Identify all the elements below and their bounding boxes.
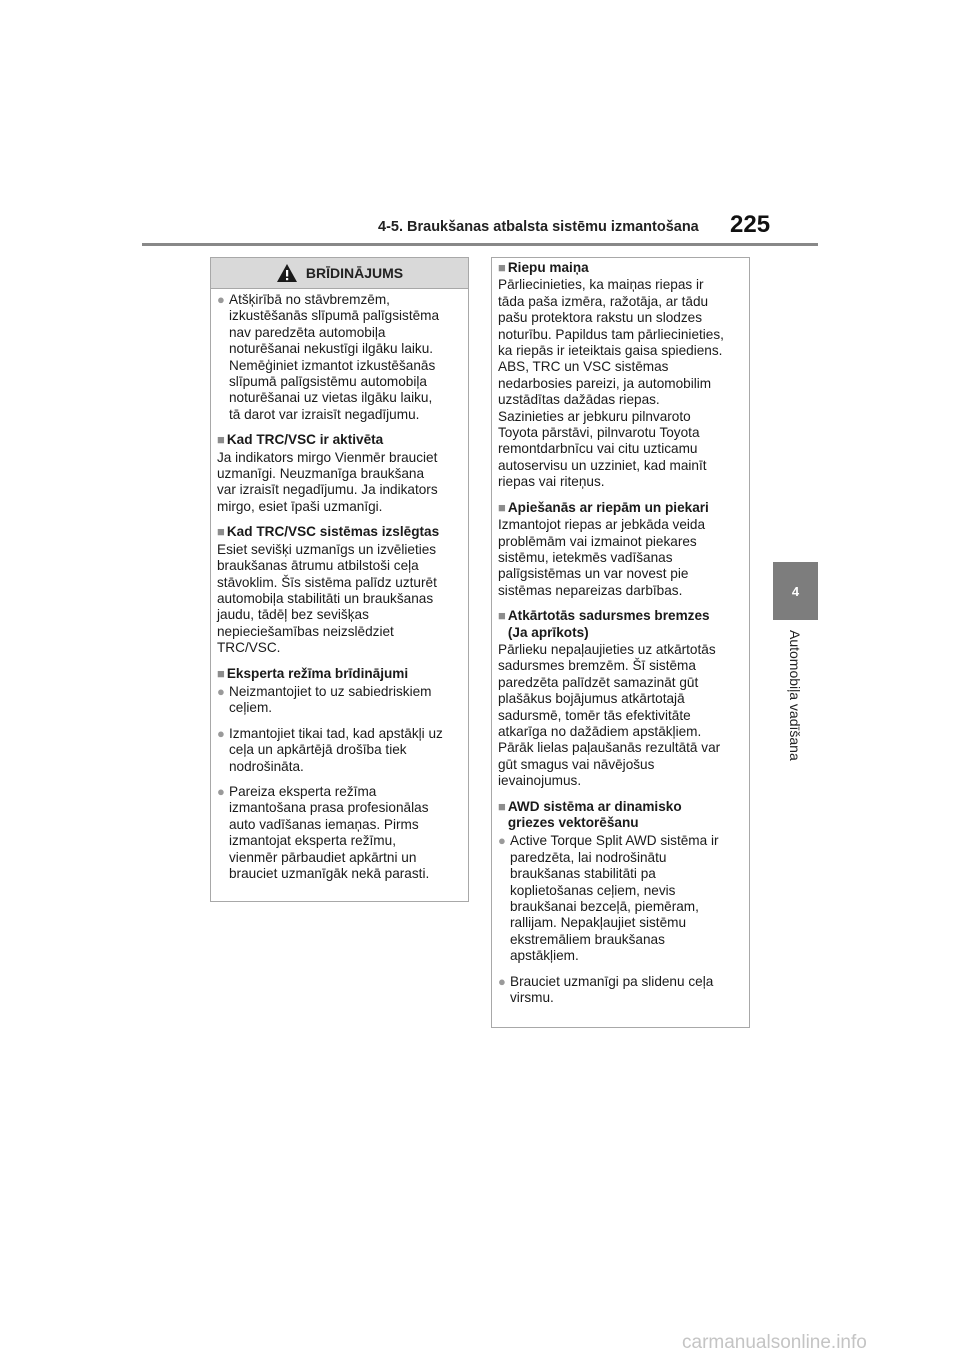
text-line: var izraisīt negadījumu. Ja indikators <box>217 482 438 498</box>
text-line: Izmantojot riepas ar jebkāda veida <box>498 517 706 533</box>
text-line: paredzēta palīdzēt samazināt gūt <box>498 674 699 690</box>
text-line: nepieciešamības neizslēdziet <box>217 623 394 639</box>
text-line: Esiet sevišķi uzmanīgs un izvēlieties <box>217 541 437 557</box>
chapter-tab-label: Automobiļa vadīšana <box>787 630 803 761</box>
expert-bullet-1 <box>217 684 463 717</box>
text-line: ABS, TRC un VSC sistēmas <box>498 359 669 375</box>
text-line: paredzēta, lai nodrošinātu <box>510 849 667 865</box>
text-line: nodrošināta. <box>229 758 304 774</box>
text-line: tā darot var izraisīt negadījumu. <box>229 406 420 422</box>
text-line: izmantojat eksperta režīmu, <box>229 833 396 849</box>
text-line: braukšanas stabilitāti pa <box>510 866 656 882</box>
text-line: nav paredzēta automobiļa <box>229 324 386 340</box>
text-line: Izmantojiet tikai tad, kad apstākļi uz <box>229 725 443 741</box>
text-line: ka riepās ir ieteiktais gaisa spiediens. <box>498 343 723 359</box>
text-line: pašu protektora rakstu un slodzes <box>498 310 703 326</box>
text-line: Pārlieku nepaļaujieties uz atkārtotās <box>498 641 716 657</box>
paragraph-secondary-collision-brake <box>498 642 744 790</box>
text-line: Neizmantojiet to uz sabiedriskiem <box>229 683 432 699</box>
heading-trc-off <box>217 524 463 540</box>
warning-title: BRĪDINĀJUMS <box>305 265 404 281</box>
warning-box-continued <box>491 257 750 1028</box>
text-line: plašākus bojājumus atkārtotajā <box>498 691 685 707</box>
heading-tire-change <box>498 260 744 276</box>
paragraph-tire-change <box>498 277 744 490</box>
text-line: sadursmes bremzēm. Šī sistēma <box>498 658 696 674</box>
header-rule <box>142 243 818 246</box>
text-line: palīgsistēmas un var novest pie <box>498 566 689 582</box>
text-line: jaudu, tādēļ bez sevišķas <box>217 607 369 623</box>
expert-bullet-2 <box>217 726 463 775</box>
text-line: ceļa un apkārtējā drošība tiek <box>229 742 407 758</box>
text-line: Toyota pārstāvi, pilnvarotu Toyota <box>498 425 700 441</box>
text-line: koplietošanas ceļiem, nevis <box>510 882 676 898</box>
square-bullet-icon: ■ <box>498 798 506 814</box>
text-line: uzmanīgi. Neuzmanīga braukšana <box>217 466 425 482</box>
text-line: remontdarbnīcu vai citu uzticamu <box>498 441 698 457</box>
text-line: sistēmas nepareizas darbības. <box>498 582 683 598</box>
expert-bullet-3 <box>217 784 463 882</box>
heading-text: Eksperta režīma brīdinājumi <box>226 665 409 681</box>
text-line: TRC/VSC. <box>217 640 281 656</box>
text-line: uzstādītas dažādas riepas. <box>498 392 660 408</box>
text-line: sistēmu, ietekmēs vadīšanas <box>498 549 673 565</box>
bullet-dot-icon: ● <box>217 292 225 307</box>
text-line: noturēšanai uz vietas ilgāku laiku, <box>229 390 433 406</box>
text-line: gūt smagus vai nāvējošus <box>498 756 655 772</box>
text-line: tāda paša izmēra, ražotāja, ar tādu <box>498 293 709 309</box>
text-line: apstākļiem. <box>510 948 579 964</box>
text-line: braukšanas ātrumu atbilstoši ceļa <box>217 558 419 574</box>
text-line: Pareiza eksperta režīma <box>229 783 377 799</box>
heading-text: (Ja aprīkots) <box>507 624 589 640</box>
bullet-dot-icon: ● <box>217 725 225 741</box>
square-bullet-icon: ■ <box>498 608 506 624</box>
warning-bullet-hill-start <box>217 292 463 423</box>
text-line: vienmēr pārbaudiet apkārtni un <box>229 849 417 865</box>
page-number: 225 <box>730 211 771 238</box>
text-line: Brauciet uzmanīgi pa slidenu ceļa <box>510 973 714 989</box>
heading-text: Kad TRC/VSC ir aktivēta <box>226 432 384 448</box>
text-line: virsmu. <box>510 990 554 1006</box>
text-line: Atšķirībā no stāvbremzēm, <box>229 292 390 307</box>
bullet-dot-icon: ● <box>217 783 225 799</box>
text-line: slīpumā palīgsistēmu automobiļa <box>229 374 427 390</box>
awd-bullet-1 <box>498 833 744 964</box>
heading-text: griezes vektorēšanu <box>507 815 639 830</box>
text-line: izkustēšanās slīpumā palīgsistēma <box>229 308 440 324</box>
heading-trc-active <box>217 432 463 448</box>
square-bullet-icon: ■ <box>217 665 225 681</box>
text-line: ekstremāliem braukšanas <box>510 931 665 947</box>
warning-triangle-icon <box>276 263 298 283</box>
paragraph-trc-off <box>217 542 463 657</box>
warning-header <box>211 258 468 289</box>
text-line: Active Torque Split AWD sistēma ir <box>510 833 719 849</box>
text-line: riepas vai riteņus. <box>498 474 605 490</box>
text-line: problēmām vai izmainot piekares <box>498 533 697 549</box>
heading-text: Apiešanās ar riepām un piekari <box>507 499 709 515</box>
heading-secondary-collision-brake <box>498 608 744 641</box>
text-line: ievainojumus. <box>498 773 582 789</box>
heading-awd-torque-vectoring <box>498 799 744 832</box>
text-line: Nemēģiniet izmantot izkustēšanās <box>229 357 436 373</box>
section-title: 4-5. Braukšanas atbalsta sistēmu izmantošana <box>378 219 699 235</box>
heading-text: Riepu maiņa <box>507 260 589 275</box>
text-line: rallijam. Nepakļaujiet sistēmu <box>510 915 687 931</box>
square-bullet-icon: ■ <box>217 524 225 540</box>
bullet-dot-icon: ● <box>498 833 506 849</box>
text-line: stāvoklim. Šīs sistēma palīdz uzturēt <box>217 574 437 590</box>
square-bullet-icon: ■ <box>498 260 506 275</box>
heading-text: AWD sistēma ar dinamisko <box>507 798 682 814</box>
text-line: auto vadīšanas iemaņas. Pirms <box>229 816 419 832</box>
heading-expert-mode <box>217 666 463 682</box>
text-line: izmantošana prasa profesionālas <box>229 800 429 816</box>
text-line: Sazinieties ar jebkuru pilnvaroto <box>498 408 691 424</box>
square-bullet-icon: ■ <box>498 499 506 515</box>
text-line: atkarīga no dažādiem apstākļiem. <box>498 723 702 739</box>
text-line: noturību. Papildus tam pārliecinieties, <box>498 326 724 342</box>
awd-bullet-2 <box>498 974 744 1007</box>
text-line: sadursmē, tomēr tās efektivitāte <box>498 707 691 723</box>
text-line: brauciet uzmanīgāk nekā parasti. <box>229 866 430 881</box>
text-line: autoservisu un uzziniet, kad mainīt <box>498 457 707 473</box>
heading-text: Kad TRC/VSC sistēmas izslēgtas <box>226 524 440 540</box>
text-line: braukšanai bezceļā, piemēram, <box>510 899 699 915</box>
text-line: Ja indikators mirgo Vienmēr brauciet <box>217 449 438 465</box>
heading-text: Atkārtotās sadursmes bremzes <box>507 608 710 624</box>
watermark: carmanualsonline.info <box>682 1332 867 1353</box>
bullet-dot-icon: ● <box>217 683 225 699</box>
heading-tire-handling <box>498 500 744 516</box>
paragraph-tire-handling <box>498 517 744 599</box>
paragraph-trc-active <box>217 450 463 516</box>
text-line: nedarbosies pareizi, ja automobilim <box>498 375 712 391</box>
text-line: Pārāk lielas paļaušanās rezultātā var <box>498 740 721 756</box>
square-bullet-icon: ■ <box>217 432 225 448</box>
warning-box <box>210 257 469 902</box>
text-line: mirgo, esiet īpaši uzmanīgi. <box>217 498 383 514</box>
bullet-dot-icon: ● <box>498 973 506 989</box>
text-line: automobiļa stabilitāti un braukšanas <box>217 590 434 606</box>
text-line: ceļiem. <box>229 700 273 716</box>
text-line: Pārliecinieties, ka maiņas riepas ir <box>498 277 704 293</box>
chapter-tab-number: 4 <box>791 584 800 599</box>
text-line: noturēšanai nekustīgi ilgāku laiku. <box>229 341 434 357</box>
